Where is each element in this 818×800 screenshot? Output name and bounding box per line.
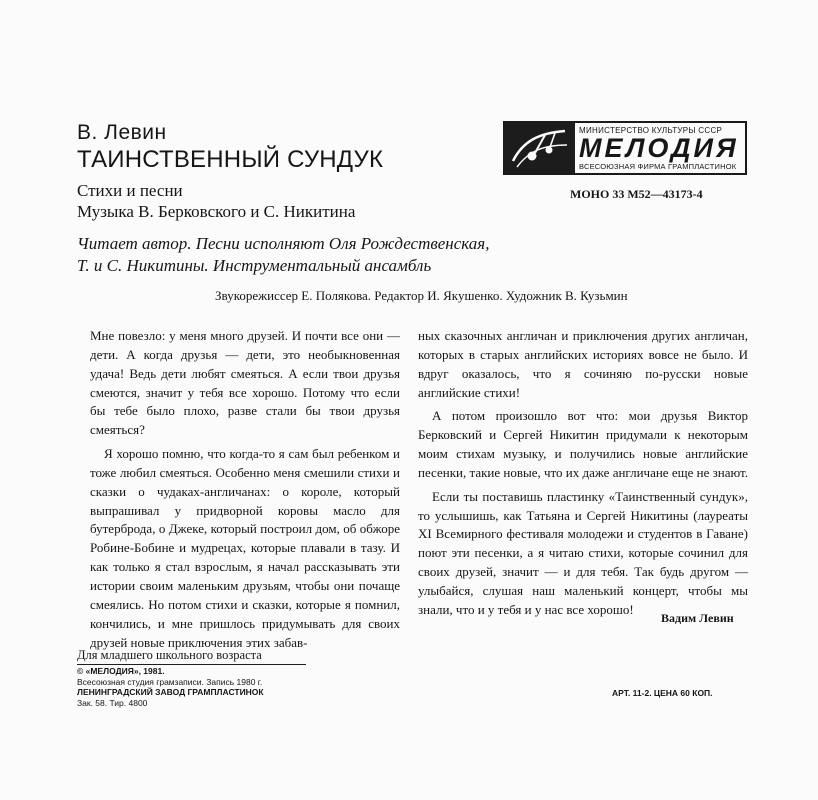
music-credit: Музыка В. Берковского и С. Никитина: [77, 202, 356, 221]
studio-line: Всесоюзная студия грамзаписи. Запись 1980 г.: [77, 676, 263, 687]
age-rating: Для младшего школьного возраста: [77, 648, 262, 662]
liner-paragraph: А потом произошло вот что: мои друзья Виктор Берковский и Сергей Никитин придумали к некоторым моим стихам музыку, и получились новые английские песенки, такие новые, что их даже англичане еще не знают.: [418, 408, 748, 480]
liner-paragraph: ных сказочных англичан и приключения других англичан, которых в старых английских историях вовсе не было. И вдруг оказалось, что я сочиняю по-русски новые английские стихи!: [418, 328, 748, 400]
catalog-number: МОНО 33 М52—43173-4: [570, 187, 703, 201]
liner-paragraph: Если ты поставишь пластинку «Таинственный сундук», то услышишь, как Татьяна и Сергей Никитины (лауреаты XI Всемирного фестиваля молодежи и студентов в Гаване) поют эти песенки, а я читаю стихи, которые сочинил для своих друзей, значит — и для тебя. Так будь другом — улыбайся, слушая наш маленький концерт, чтобы мы знали, что и у тебя и у нас все хорошо!: [418, 488, 748, 617]
logo-brand-name: МЕЛОДИЯ: [579, 133, 739, 163]
order-line: Зак. 58. Тир. 4800: [77, 697, 148, 708]
melodiya-logo: [503, 121, 747, 175]
album-subtitle: Стихи и песни: [77, 181, 183, 200]
price-label: АРТ. 11-2. ЦЕНА 60 КОП.: [612, 688, 713, 698]
liner-paragraph: Мне повезло: у меня много друзей. И почти все они — дети. А когда друзья — дети, это необыкновенная удача! Ведь дети любят смеяться. А если твои друзья смеются, значит у тебя все хорошо. Потому что если бы тебе было плохо, разве стали бы твои друзья смеяться?: [90, 328, 400, 438]
performers-line-2: Т. и С. Никитины. Инструментальный ансамбль: [77, 256, 432, 275]
album-title: ТАИНСТВЕННЫЙ СУНДУК: [77, 146, 384, 173]
imprint: [77, 666, 264, 708]
liner-paragraph: Я хорошо помню, что когда-то я сам был ребенком и тоже любил смеяться. Особенно меня смешили стихи и сказки о чудаках-англичанах: о короле, который выпрашивал у придворной коровы масло для бутерброда, о Джеке, который построил дом, об обжоре Робине-Бобине и мудрецах, которые плавали в тазу. И как только я стал взрослым, я начал рассказывать эти истории своим маленьким друзьям, чтобы они почаще смеялись. Но потом стихи и сказки, которые я помнил, кончились, и мне пришлось придумывать для своих друзей новые приключения этих забав-: [90, 446, 400, 650]
production-credits: Звукорежиссер Е. Полякова. Редактор И. Якушенко. Художник В. Кузьмин: [215, 288, 628, 303]
logo-ministry-text: МИНИСТЕРСТВО КУЛЬТУРЫ СССР: [579, 126, 723, 135]
logo-company-text: ВСЕСОЮЗНАЯ ФИРМА ГРАМПЛАСТИНОК: [579, 162, 737, 171]
author-name: В. Левин: [77, 121, 167, 144]
divider: [77, 664, 306, 665]
liner-notes-left-column: [90, 327, 400, 652]
performers-line-1: Читает автор. Песни исполняют Оля Рождественская,: [77, 234, 490, 253]
melodiya-emblem-icon: [505, 123, 575, 173]
copyright-line: © «МЕЛОДИЯ», 1981.: [77, 666, 165, 676]
plant-line: ЛЕНИНГРАДСКИЙ ЗАВОД ГРАМПЛАСТИНОК: [77, 687, 264, 697]
signature: Вадим Левин: [661, 611, 734, 625]
liner-notes-right-column: [418, 327, 748, 620]
